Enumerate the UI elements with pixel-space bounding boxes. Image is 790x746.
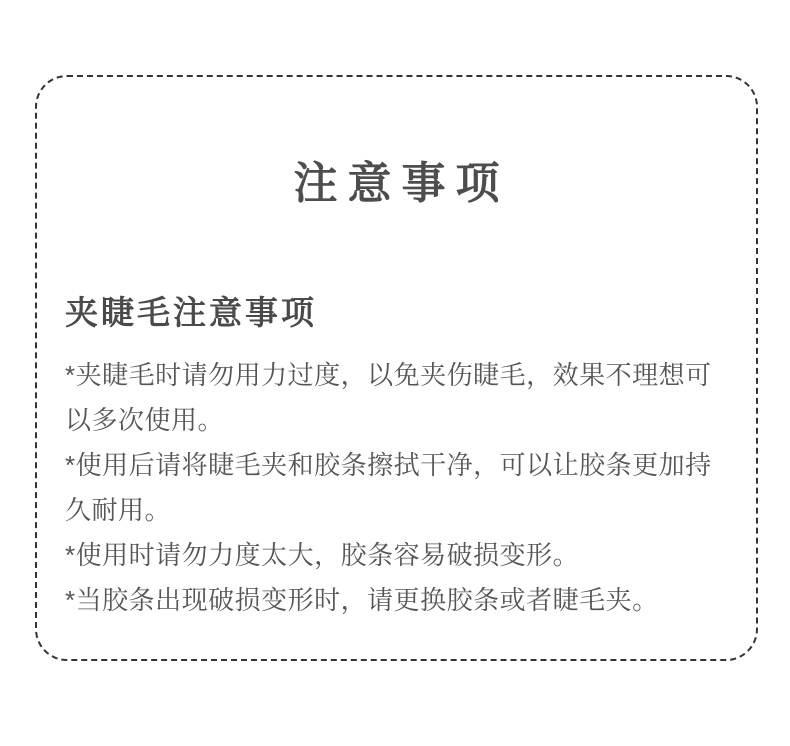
section-heading: 夹睫毛注意事项	[65, 294, 317, 331]
note-item: *夹睫毛时请勿用力过度，以免夹伤睫毛，效果不理想可以多次使用。	[65, 360, 712, 435]
note-item: *使用后请将睫毛夹和胶条擦拭干净，可以让胶条更加持久耐用。	[65, 450, 712, 525]
page-title: 注意事项	[293, 159, 510, 208]
precautions-section	[65, 293, 730, 623]
note-item: *使用时请勿力度太大，胶条容易破损变形。	[65, 540, 580, 570]
note-item: *当胶条出现破损变形时，请更换胶条或者睫毛夹。	[65, 585, 659, 615]
notes-list	[65, 353, 730, 623]
notice-card	[35, 75, 758, 661]
